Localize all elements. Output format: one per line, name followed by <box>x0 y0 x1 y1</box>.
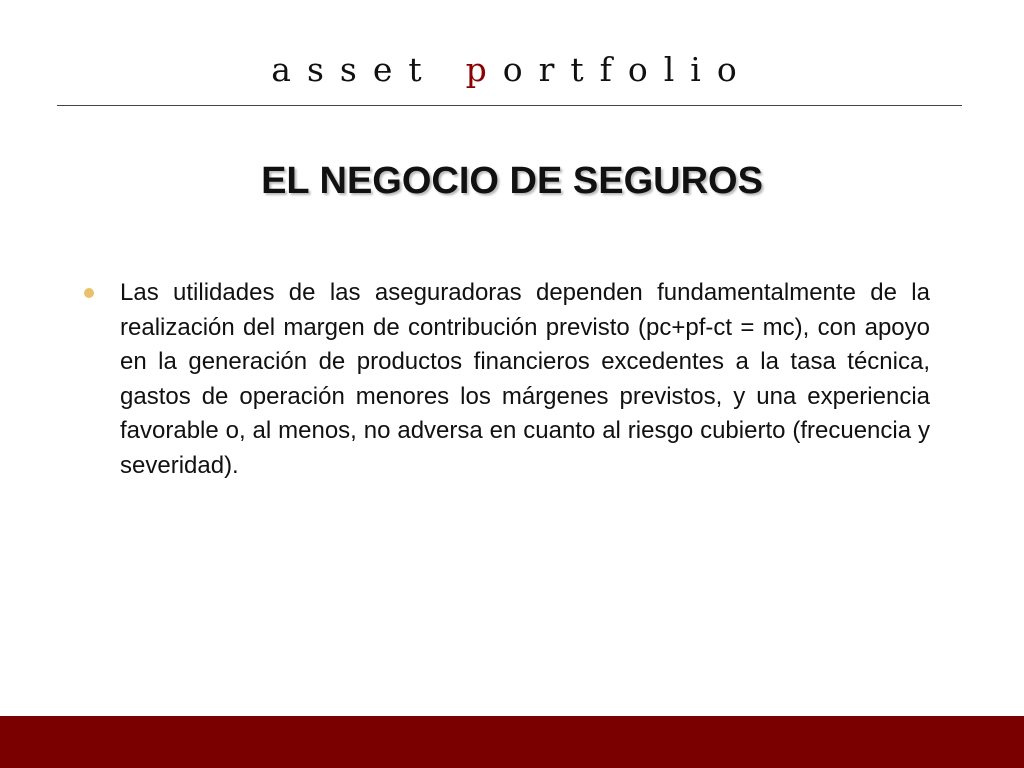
slide-body <box>80 276 930 483</box>
logo-accent-letter: p <box>465 50 503 89</box>
header-divider <box>57 105 962 106</box>
bullet-dot-icon <box>84 288 94 298</box>
logo-word-asset: asset <box>271 50 438 89</box>
footer-bar <box>0 716 1024 768</box>
asset-portfolio-logo <box>0 48 1024 92</box>
slide-title: EL NEGOCIO DE SEGUROS <box>261 160 763 202</box>
bullet-text: Las utilidades de las aseguradoras dependen fundamentalmente de la realización del margen de contribución previsto (pc+pf-ct = mc), con apoyo en la generación de productos financieros excedentes a la tasa técnica, gastos de operación menores los márgenes previstos, y una experiencia favorable o, al menos, no adversa en cuanto al riesgo cubierto (frecuencia y severidad). <box>120 279 930 479</box>
logo-word-ortfolio: ortfolio <box>502 50 753 89</box>
bullet-item <box>80 276 930 483</box>
